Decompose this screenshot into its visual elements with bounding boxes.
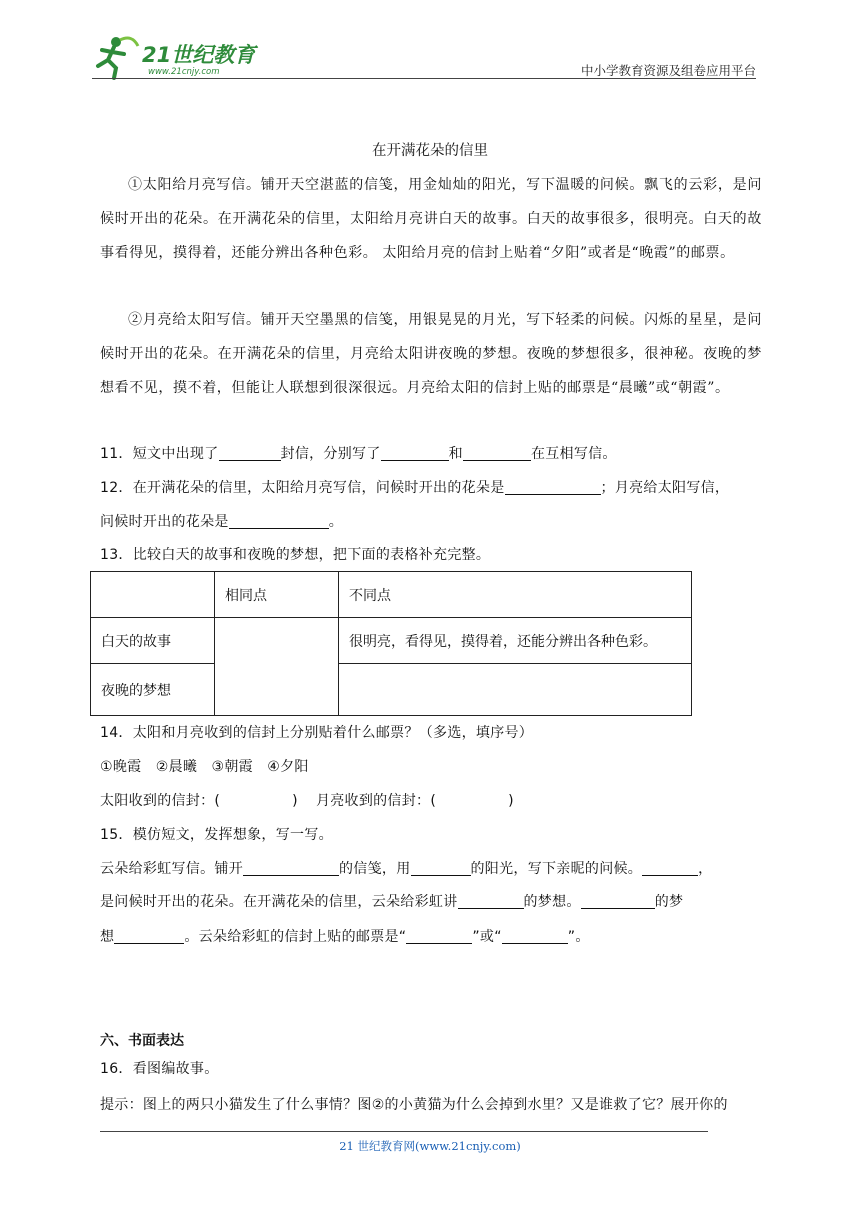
sun-close-paren: ) <box>292 793 298 809</box>
q15-text-3: 的阳光，写下亲昵的问候。 <box>470 861 643 877</box>
q11-blank-3[interactable] <box>463 446 531 461</box>
q15-text-11: ”。 <box>567 929 590 945</box>
q11-text-2: 封信，分别写了 <box>280 446 381 462</box>
svg-text:www.21cnjy.com: www.21cnjy.com <box>148 67 220 77</box>
table-row <box>91 618 692 664</box>
q15-text-1: 云朵给彩虹写信。铺开 <box>100 861 243 877</box>
q11-blank-1[interactable] <box>219 446 281 461</box>
question-15-prompt: 15．模仿短文，发挥想象，写一写。 <box>100 827 333 843</box>
sun-envelope-label: 太阳收到的信封：( <box>100 793 221 809</box>
q15-text-10: ”或“ <box>472 929 502 945</box>
runner-icon <box>98 37 138 78</box>
q12-text-1: 12．在开满花朵的信里，太阳给月亮写信，问候时开出的花朵是 <box>100 480 505 496</box>
question-14-answers <box>100 784 770 818</box>
q15-blank-1[interactable] <box>243 861 339 876</box>
q15-blank-5[interactable] <box>581 894 655 909</box>
svg-text:21世纪教育: 21世纪教育 <box>142 43 256 67</box>
comparison-table <box>90 571 692 716</box>
passage-paragraph-2: ②月亮给太阳写信。铺开天空墨黑的信笺，用银晃晃的月光，写下轻柔的问候。闪烁的星星，是问候时开出的花朵。在开满花朵的信里，月亮给太阳讲夜晚的梦想。夜晚的梦想很多，很神秘。夜晚的梦想看不见，摸不着，但能让人联想到很深很远。月亮给太阳的信封上贴的邮票是“晨曦”或“朝霞”。 <box>100 312 762 396</box>
passage-title: 在开满花朵的信里 <box>372 143 488 159</box>
q15-text-4: ， <box>698 861 713 877</box>
q11-text-4: 在互相写信。 <box>530 446 617 462</box>
q15-blank-3[interactable] <box>642 861 698 876</box>
section-heading: 六、书面表达 <box>100 1033 184 1049</box>
question-12-line-1 <box>100 471 770 505</box>
q11-blank-2[interactable] <box>381 446 449 461</box>
same-point-cell[interactable] <box>215 618 339 716</box>
question-12-line-2 <box>100 505 770 539</box>
table-row <box>91 664 692 716</box>
q15-blank-4[interactable] <box>458 894 524 909</box>
question-13-prompt: 13．比较白天的故事和夜晚的梦想，把下面的表格补充完整。 <box>100 547 491 563</box>
q15-text-5: 是问候时开出的花朵。在开满花朵的信里，云朵给彩虹讲 <box>100 894 458 910</box>
site-logo <box>92 32 262 80</box>
q15-text-9: 。云朵给彩虹的信封上贴的邮票是“ <box>184 929 407 945</box>
moon-envelope-label: 月亮收到的信封：( <box>315 793 437 809</box>
question-14-options: ①晚霞 ②晨曦 ③朝霞 ④夕阳 <box>100 759 309 775</box>
question-16: 16．看图编故事。 <box>100 1061 219 1077</box>
q15-blank-7[interactable] <box>406 929 472 944</box>
table-row <box>91 572 692 618</box>
question-16-hint: 提示：图上的两只小猫发生了什么事情？图②的小黄猫为什么会掉到水里？又是谁救了它？展开你的 <box>100 1097 728 1113</box>
q12-blank-2[interactable] <box>229 514 329 529</box>
day-diff-cell: 很明亮，看得见，摸得着，还能分辨出各种色彩。 <box>339 618 692 664</box>
column-header-diff: 不同点 <box>339 572 692 618</box>
q12-text-2: ；月亮给太阳写信， <box>600 480 730 496</box>
footer-divider <box>100 1131 708 1132</box>
q12-blank-1[interactable] <box>505 480 601 495</box>
footer-link[interactable]: 21 世纪教育网(www.21cnjy.com) <box>339 1139 521 1153</box>
q15-blank-8[interactable] <box>502 929 568 944</box>
q15-blank-6[interactable] <box>114 929 184 944</box>
header-divider <box>92 78 756 79</box>
q12-text-4: 。 <box>328 514 344 530</box>
q15-text-8: 想 <box>100 929 115 945</box>
question-15-line-1 <box>100 852 770 886</box>
q15-text-7: 的梦 <box>654 894 684 910</box>
passage-paragraph-1: ①太阳给月亮写信。铺开天空湛蓝的信笺，用金灿灿的阳光，写下温暖的问候。飘飞的云彩，是问候时开出的花朵。在开满花朵的信里，太阳给月亮讲白天的故事。白天的故事很多，很明亮。白天的故事看得见，摸得着，还能分辨出各种色彩。 太阳给月亮的信封上贴着“夕阳”或者是“晚霞”的邮票。 <box>100 177 762 261</box>
platform-name: 中小学教育资源及组卷应用平台 <box>580 63 756 78</box>
q11-text-3: 和 <box>448 446 463 462</box>
q12-text-3: 问候时开出的花朵是 <box>100 514 229 530</box>
table-corner-cell <box>91 572 215 618</box>
q15-blank-2[interactable] <box>411 861 471 876</box>
question-15-line-3 <box>100 920 770 954</box>
moon-close-paren: ) <box>508 793 514 809</box>
question-15-line-2 <box>100 885 770 919</box>
row-header-night: 夜晚的梦想 <box>91 664 215 716</box>
question-14-prompt: 14．太阳和月亮收到的信封上分别贴着什么邮票？（多选，填序号） <box>100 725 534 741</box>
q15-text-2: 的信笺，用 <box>339 861 411 877</box>
night-diff-cell[interactable] <box>339 664 692 716</box>
q15-text-6: 的梦想。 <box>523 894 581 910</box>
row-header-day: 白天的故事 <box>91 618 215 664</box>
question-11 <box>100 437 770 471</box>
q11-text-1: 11．短文中出现了 <box>100 446 219 462</box>
column-header-same: 相同点 <box>215 572 339 618</box>
